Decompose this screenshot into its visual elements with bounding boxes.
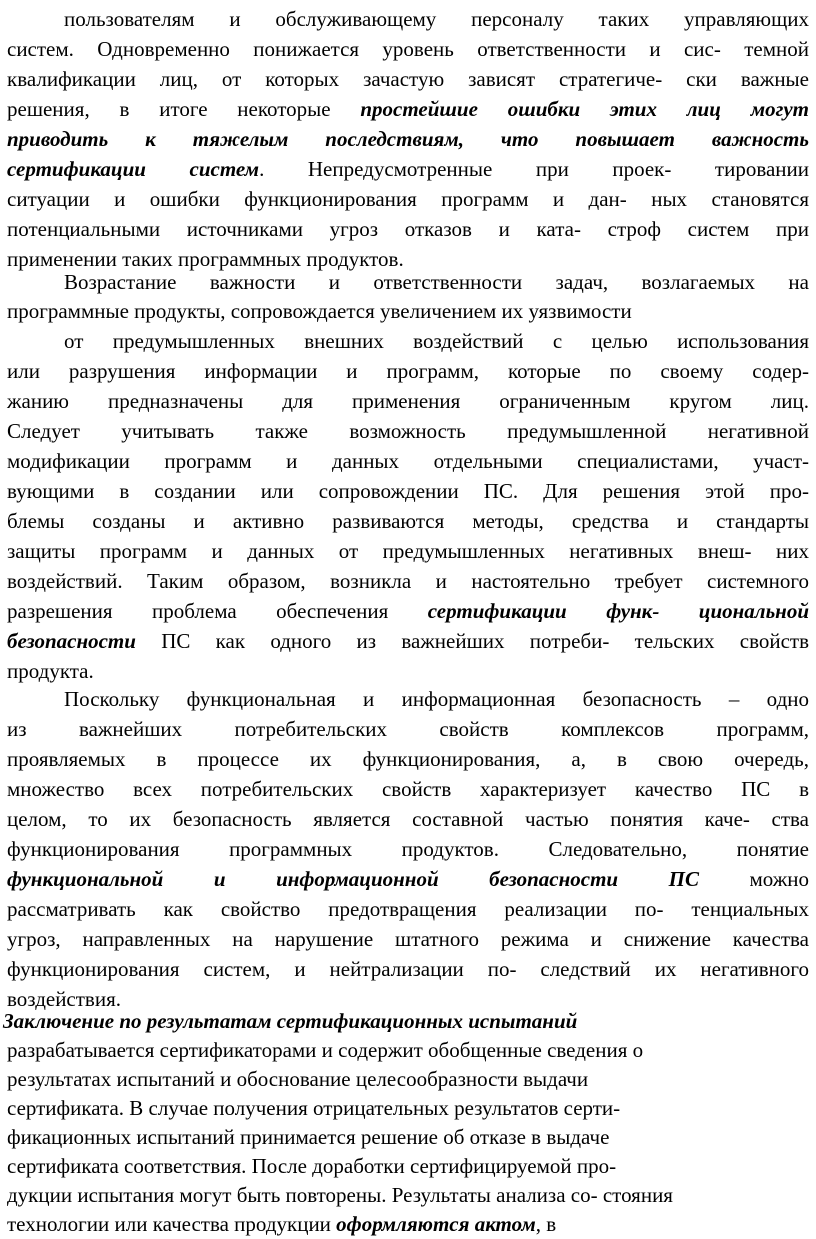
text-line: блемы созданы и активно развиваются методы, средства и стандарты (7, 509, 809, 533)
text-line (7, 626, 809, 656)
emphasized-text-line: приводить к тяжелым последствиям, что повышает важность (7, 127, 809, 151)
text-line (7, 864, 809, 894)
emphasized-text: сертификации систем (7, 157, 260, 181)
text-run: технологии или качества продукции (7, 1212, 337, 1236)
text-run: можно (698, 867, 809, 891)
text-line: из важнейших потребительских свойств комплексов программ, (7, 717, 809, 741)
text-line: Следует учитывать также возможность предумышленной негативной (7, 419, 809, 443)
emphasized-text: функциональной и информационной безопасности ПС (7, 867, 699, 891)
text-line: фикационных испытаний принимается решение об отказе в выдаче (7, 1125, 610, 1149)
text-line: множество всех потребительских свойств характеризует качество ПС в (7, 777, 809, 801)
text-line: Возрастание важности и ответственности задач, возлагаемых на (64, 270, 809, 294)
text-line: пользователям и обслуживающему персоналу таких управляющих (64, 7, 809, 31)
text-run: . Непредусмотренные при проек- тировании (259, 157, 809, 181)
text-line: модификации программ и данных отдельными специалистами, участ- (7, 449, 809, 473)
text-line: от предумышленных внешних воздействий с целью использования (64, 329, 809, 353)
text-line: или разрушения информации и программ, которые по своему содер- (7, 359, 809, 383)
text-line: жанию предназначены для применения ограниченным кругом лиц. (7, 389, 809, 413)
text-line: дукции испытания могут быть повторены. Результаты анализа со- стояния (7, 1183, 673, 1207)
text-line (7, 1209, 809, 1239)
text-line: функционирования систем, и нейтрализации по- следствий их негативного (7, 957, 809, 981)
text-line: функционирования программных продуктов. Следовательно, понятие (7, 837, 809, 861)
text-run: разрешения проблема обеспечения (7, 599, 428, 623)
emphasized-text: безопасности (7, 629, 136, 653)
text-line: применении таких программных продуктов. (7, 247, 404, 271)
text-line: целом, то их безопасность является составной частью понятия каче- ства (7, 807, 809, 831)
text-line: вующими в создании или сопровождении ПС. Для решения этой про- (7, 479, 809, 503)
section-heading: Заключение по результатам сертификационных испытаний (3, 1009, 578, 1033)
text-line: рассматривать как свойство предотвращения реализации по- тенциальных (7, 897, 809, 921)
text-line: воздействия. (7, 987, 121, 1011)
text-line: проявляемых в процессе их функционирования, а, в свою очередь, (7, 747, 809, 771)
emphasized-text: сертификации функ- циональной (427, 599, 810, 623)
emphasized-text: простейшие ошибки этих лиц могут (360, 97, 809, 121)
text-line: угроз, направленных на нарушение штатного режима и снижение качества (7, 927, 809, 951)
text-line: сертификата соответствия. После доработки сертифицируемой про- (7, 1154, 617, 1178)
text-line (7, 94, 809, 124)
text-line: ситуации и ошибки функционирования программ и дан- ных становятся (7, 187, 809, 211)
text-run: ПС как одного из важнейших потреби- тельских свойств (135, 629, 809, 653)
emphasized-text: оформляются актом (336, 1212, 536, 1236)
text-line: сертификата. В случае получения отрицательных результатов серти- (7, 1096, 621, 1120)
text-line (7, 154, 809, 184)
text-line: разрабатывается сертификаторами и содержит обобщенные сведения о (7, 1038, 644, 1062)
text-line: потенциальными источниками угроз отказов и ката- строф систем при (7, 217, 809, 241)
text-line: воздействий. Таким образом, возникла и настоятельно требует системного (7, 569, 809, 593)
text-line (7, 596, 809, 626)
text-line: программные продукты, сопровождается увеличением их уязвимости (7, 299, 632, 323)
text-line: результатах испытаний и обоснование целесообразности выдачи (7, 1067, 589, 1091)
text-line: систем. Одновременно понижается уровень ответственности и сис- темной (7, 37, 809, 61)
text-line: Поскольку функциональная и информационная безопасность – одно (64, 687, 809, 711)
text-line: защиты программ и данных от предумышленных негативных внеш- них (7, 539, 809, 563)
text-line: продукта. (7, 659, 94, 683)
text-run: решения, в итоге некоторые (7, 97, 361, 121)
text-line: квалификации лиц, от которых зачастую зависят стратегиче- ски важные (7, 67, 809, 91)
text-run: , в (535, 1212, 557, 1236)
